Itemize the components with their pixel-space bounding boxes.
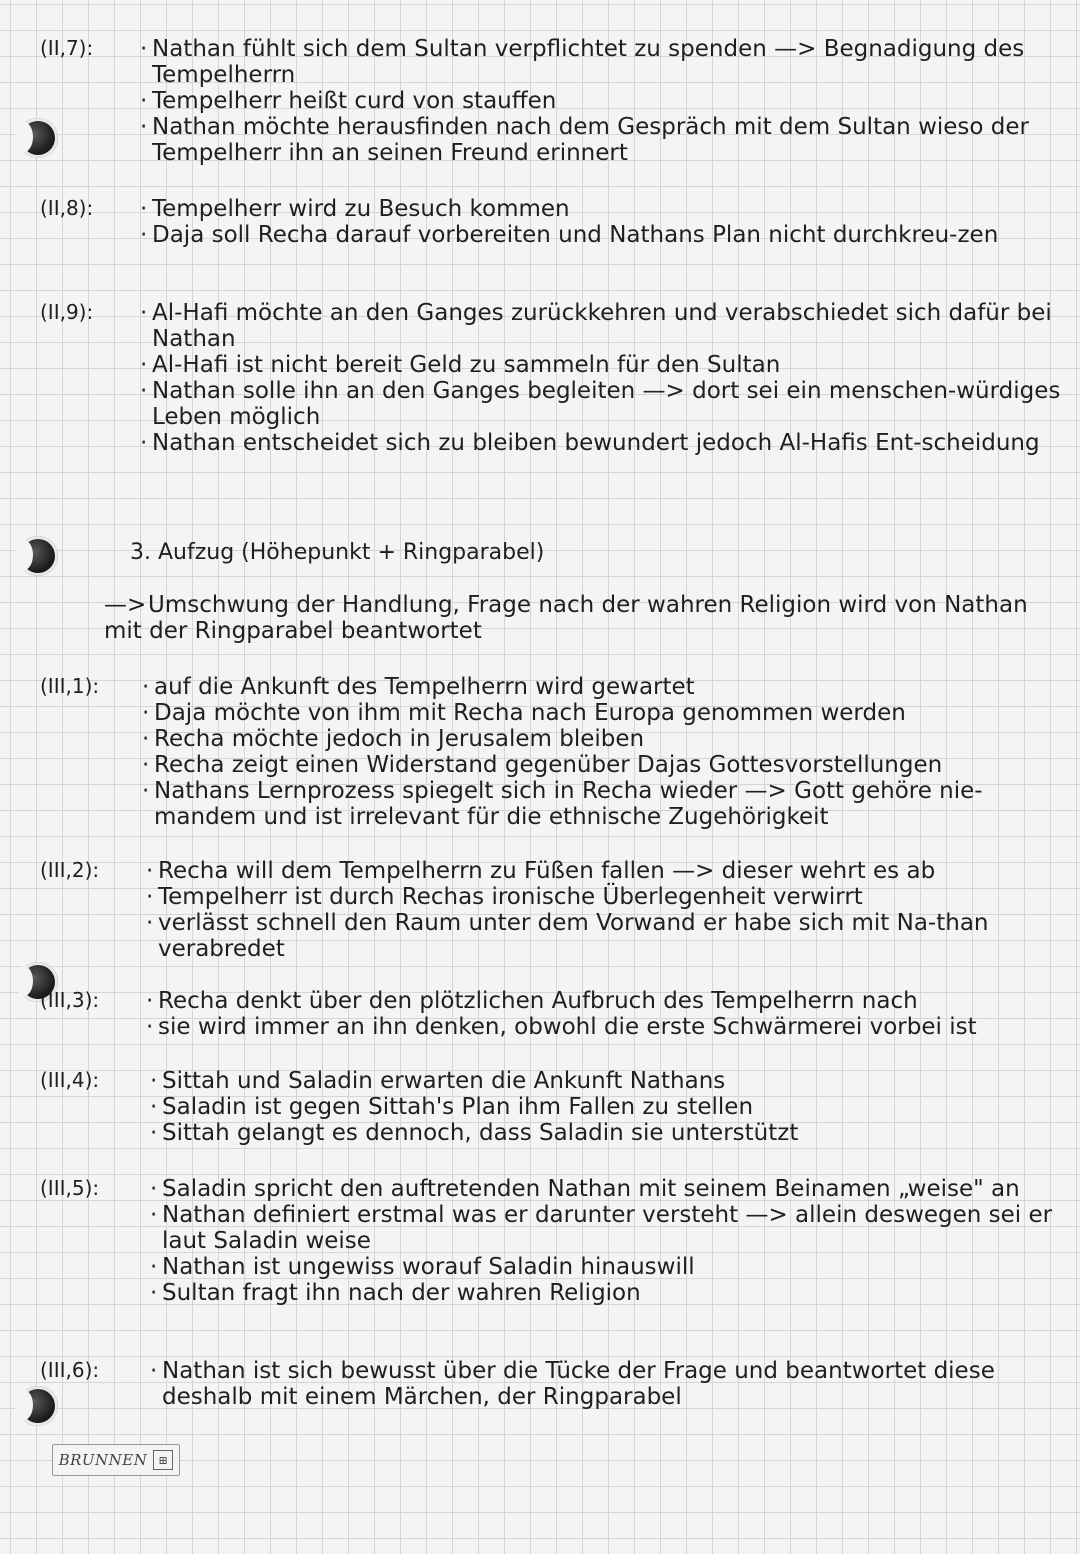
bullet-list [146,858,1070,962]
list-item: · Recha möchte jedoch in Jerusalem bleiben [142,726,645,752]
list-item: · verlässt schnell den Raum unter dem Vorwand er habe sich mit Na-than verabredet [146,910,989,962]
list-item: · Nathan ist sich bewusst über die Tücke der Frage und beantwortet diese deshalb mit einem Märchen, der Ringparabel [150,1358,995,1410]
bullet-list [150,1358,1070,1410]
list-item: · Sultan fragt ihn nach der wahren Religion [150,1280,641,1306]
bullet-list [146,988,1070,1040]
scene-reference: (III,5): [40,1176,100,1200]
note-section-III-3 [40,988,1070,1048]
list-item: · Recha will dem Tempelherrn zu Füßen fallen —> dieser wehrt es ab [146,858,936,884]
list-item: · Tempelherr ist durch Rechas ironische Überlegenheit verwirrt [146,884,863,910]
list-item: · Saladin spricht den auftretenden Nathan mit seinem Beinamen „weise" an [150,1176,1020,1202]
scene-reference: (II,8): [40,196,94,220]
brand-logo-text: BRUNNEN [58,1451,148,1469]
list-item: · Al-Hafi ist nicht bereit Geld zu sammeln für den Sultan [140,352,781,378]
list-item: · Nathan ist ungewiss worauf Saladin hinauswill [150,1254,695,1280]
note-section-III-6 [40,1358,1070,1418]
arrow-icon: —> [104,592,147,618]
list-item: · Nathan möchte herausfinden nach dem Gespräch mit dem Sultan wieso der Tempelherr ihn an seinen Freund erinnert [140,114,1029,166]
scene-reference: (II,9): [40,300,94,324]
note-section-II-7 [40,36,1070,176]
summary-text: Umschwung der Handlung, Frage nach der wahren Religion wird von Nathan mit der Ringparabel beantwortet [104,592,1028,644]
list-item: · Sittah gelangt es dennoch, dass Saladin sie unterstützt [150,1120,799,1146]
bullet-list [140,36,1070,166]
scene-reference: (II,7): [40,36,94,60]
note-section-III-4 [40,1068,1070,1148]
punch-hole-2 [18,536,58,576]
note-section-III-1 [40,674,1070,834]
list-item: · Nathan fühlt sich dem Sultan verpflichtet zu spenden —> Begnadigung des Tempelherrn [140,36,1025,88]
note-section-II-9 [40,300,1070,500]
bullet-list [150,1068,1070,1146]
list-item: · Recha denkt über den plötzlichen Aufbruch des Tempelherrn nach [146,988,918,1014]
list-item: · Recha zeigt einen Widerstand gegenüber Dajas Gottesvorstellungen [142,752,943,778]
list-item: · Al-Hafi möchte an den Ganges zurückkehren und verabschiedet sich dafür bei Nathan [140,300,1052,352]
list-item: · Tempelherr heißt curd von stauffen [140,88,557,114]
note-section-III-5 [40,1176,1070,1346]
chapter-summary [104,592,1040,644]
brand-logo [52,1444,180,1476]
list-item: · auf die Ankunft des Tempelherrn wird gewartet [142,674,695,700]
list-item: · Nathan entscheidet sich zu bleiben bewundert jedoch Al-Hafis Ent-scheidung [140,430,1040,456]
list-item: · Nathan solle ihn an den Ganges begleiten —> dort sei ein menschen-würdiges Leben möglich [140,378,1061,430]
list-item: · Nathan definiert erstmal was er darunter versteht —> allein deswegen sei er laut Saladin weise [150,1202,1053,1254]
bullet-list [140,196,1070,248]
scene-reference: (III,2): [40,858,100,882]
list-item: · sie wird immer an ihn denken, obwohl die erste Schwärmerei vorbei ist [146,1014,977,1040]
scene-reference: (III,1): [40,674,100,698]
note-section-II-8 [40,196,1070,276]
list-item: · Daja möchte von ihm mit Recha nach Europa genommen werden [142,700,906,726]
list-item: · Nathans Lernprozess spiegelt sich in Recha wieder —> Gott gehöre nie-mandem und ist irrelevant für die ethnische Zugehörigkeit [142,778,983,830]
list-item: · Daja soll Recha darauf vorbereiten und Nathans Plan nicht durchkreu-zen [140,222,999,248]
scene-reference: (III,3): [40,988,100,1012]
list-item: · Saladin ist gegen Sittah's Plan ihm Fallen zu stellen [150,1094,754,1120]
brand-mark-icon: ⊞ [153,1450,173,1470]
scene-reference: (III,4): [40,1068,100,1092]
bullet-list [150,1176,1070,1306]
scene-reference: (III,6): [40,1358,100,1382]
bullet-list [140,300,1070,456]
chapter-heading: 3. Aufzug (Höhepunkt + Ringparabel) [130,540,545,565]
bullet-list [142,674,1070,830]
list-item: · Sittah und Saladin erwarten die Ankunft Nathans [150,1068,726,1094]
note-section-III-2 [40,858,1070,968]
list-item: · Tempelherr wird zu Besuch kommen [140,196,570,222]
